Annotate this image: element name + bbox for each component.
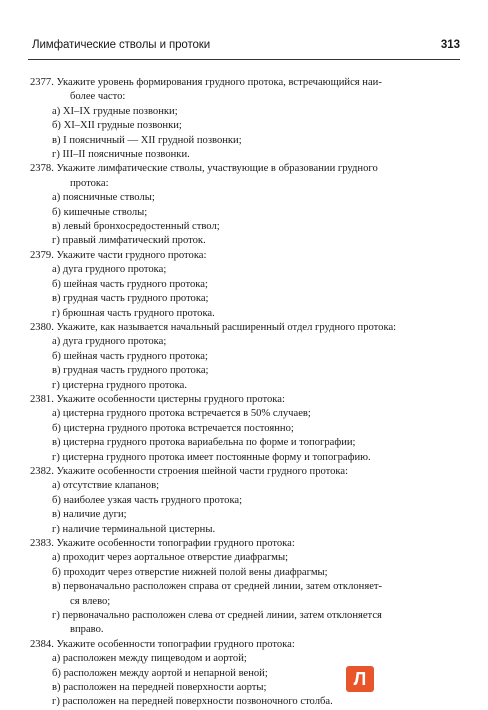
answer-option: а) дуга грудного протока; bbox=[52, 336, 167, 348]
answer-option: г) брюшная часть грудного протока. bbox=[52, 307, 215, 319]
continuation-line: вправо. bbox=[70, 624, 104, 636]
page-number: 313 bbox=[440, 39, 460, 51]
answer-option: г) расположен на передней поверхности позвоночного столба. bbox=[52, 696, 333, 708]
answer-option: а) цистерна грудного протока встречается в 50% случаев; bbox=[52, 408, 311, 420]
answer-option: а) дуга грудного протока; bbox=[52, 264, 167, 276]
answer-option: в) расположен на передней поверхности аорты; bbox=[52, 682, 267, 694]
header-rule bbox=[28, 59, 460, 60]
question-line: 2382. Укажите особенности строения шейной части грудного протока: bbox=[30, 465, 349, 477]
answer-option: в) грудная часть грудного протока; bbox=[52, 365, 209, 377]
running-title: Лимфатические стволы и протоки bbox=[32, 39, 211, 51]
answer-option: г) первоначально расположен слева от средней линии, затем отклоняется bbox=[52, 610, 382, 622]
question-line: 2384. Укажите особенности топографии грудного протока: bbox=[30, 638, 295, 650]
answer-option: б) кишечные стволы; bbox=[52, 206, 148, 218]
answer-option: г) правый лимфатический проток. bbox=[52, 235, 206, 247]
question-line: 2383. Укажите особенности топографии грудного протока: bbox=[30, 538, 295, 549]
continuation-line: ся влево; bbox=[70, 595, 111, 607]
answer-option: б) проходит через отверстие нижней полой вены диафрагмы; bbox=[52, 566, 328, 578]
answer-option: б) расположен между аортой и непарной веной; bbox=[52, 667, 268, 679]
page-content bbox=[30, 76, 462, 710]
continuation-line: протока: bbox=[70, 177, 109, 189]
publisher-logo-icon: Л bbox=[346, 666, 374, 692]
answer-option: б) шейная часть грудного протока; bbox=[52, 278, 208, 290]
answer-option: б) шейная часть грудного протока; bbox=[52, 350, 208, 362]
continuation-line: более часто: bbox=[70, 91, 126, 103]
answer-option: в) I поясничный — XII грудной позвонки; bbox=[52, 134, 242, 146]
answer-option: а) расположен между пищеводом и аортой; bbox=[52, 653, 247, 665]
answer-option: в) цистерна грудного протока вариабельна по форме и топографии; bbox=[52, 437, 356, 449]
answer-option: б) наиболее узкая часть грудного протока; bbox=[52, 494, 243, 506]
question-line: 2377. Укажите уровень формирования грудного протока, встречающийся наи- bbox=[30, 77, 382, 88]
running-header bbox=[28, 38, 460, 56]
answer-option: в) левый бронхосредостенный ствол; bbox=[52, 221, 220, 233]
question-line: 2379. Укажите части грудного протока: bbox=[30, 249, 207, 261]
answer-option: в) первоначально расположен справа от средней линии, затем отклоняет- bbox=[52, 581, 383, 593]
answer-option: а) поясничные стволы; bbox=[52, 192, 155, 204]
answer-option: б) XI–XII грудные позвонки; bbox=[52, 120, 182, 132]
answer-option: а) XI–IX грудные позвонки; bbox=[52, 105, 178, 117]
answer-option: г) наличие терминальной цистерны. bbox=[52, 523, 216, 535]
answer-option: б) цистерна грудного протока встречается постоянно; bbox=[52, 422, 294, 434]
answer-option: а) проходит через аортальное отверстие диафрагмы; bbox=[52, 552, 289, 564]
answer-option: в) наличие дуги; bbox=[52, 509, 127, 521]
answer-option: в) грудная часть грудного протока; bbox=[52, 293, 209, 305]
question-line: 2378. Укажите лимфатические стволы, участвующие в образовании грудного bbox=[30, 163, 378, 175]
answer-option: г) цистерна грудного протока имеет постоянные форму и топографию. bbox=[52, 451, 371, 463]
answer-option: г) III–II поясничные позвонки. bbox=[52, 149, 190, 161]
answer-option: а) отсутствие клапанов; bbox=[52, 480, 160, 492]
question-line: 2381. Укажите особенности цистерны грудного протока: bbox=[30, 393, 285, 405]
question-line: 2380. Укажите, как называется начальный расширенный отдел грудного протока: bbox=[30, 321, 397, 333]
answer-option: г) цистерна грудного протока. bbox=[52, 379, 187, 391]
